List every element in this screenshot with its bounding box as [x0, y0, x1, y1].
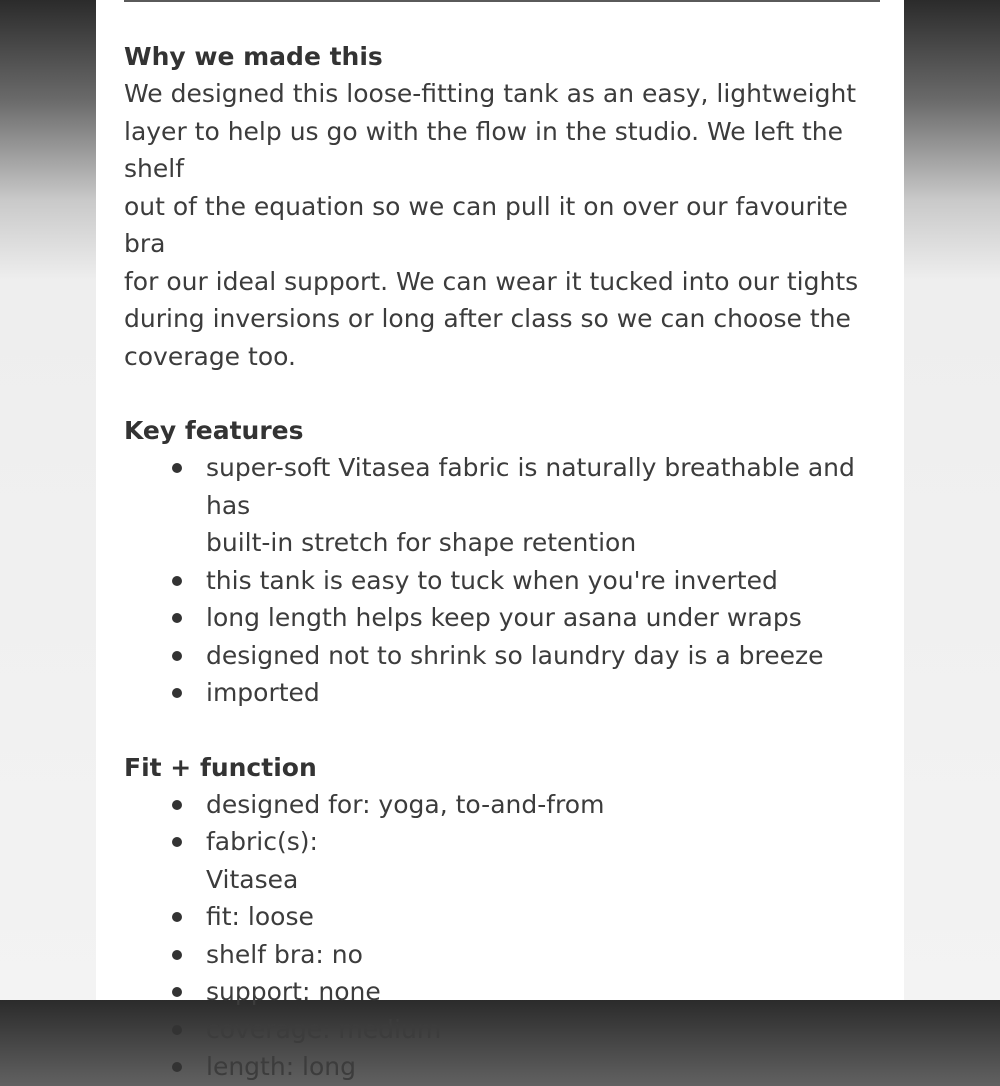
list-item	[206, 1048, 886, 1086]
bullet-icon	[172, 463, 182, 473]
bullet-icon	[172, 800, 182, 810]
right-backdrop	[904, 0, 1000, 1000]
bullet-icon	[172, 688, 182, 698]
why-heading: Why we made this	[124, 42, 383, 71]
bullet-icon	[172, 613, 182, 623]
list-item-text: fit: loose	[206, 902, 314, 931]
list-item	[206, 674, 886, 712]
list-item-text: Vitasea	[206, 864, 299, 894]
list-item	[206, 898, 886, 936]
bullet-icon	[172, 837, 182, 847]
list-item	[206, 786, 886, 824]
why-line: out of the equation so we can pull it on over our favourite bra	[124, 191, 848, 258]
why-line: coverage too.	[124, 341, 296, 371]
list-item-text: fabric(s):	[206, 827, 318, 856]
list-item-text: support: none	[206, 977, 381, 1006]
bullet-icon	[172, 987, 182, 997]
list-item	[206, 637, 886, 675]
description-content	[124, 38, 886, 1086]
bullet-icon	[172, 576, 182, 586]
features-heading: Key features	[124, 416, 304, 445]
list-item	[206, 973, 886, 1011]
why-paragraph	[124, 75, 886, 375]
bullet-icon	[172, 912, 182, 922]
list-item-text: this tank is easy to tuck when you're inverted	[206, 565, 778, 595]
list-item	[206, 449, 886, 562]
list-item	[206, 599, 886, 637]
bullet-icon	[172, 1062, 182, 1072]
bullet-icon	[172, 651, 182, 661]
list-item-text: super-soft Vitasea fabric is naturally breathable and has	[206, 453, 855, 520]
bullet-icon	[172, 950, 182, 960]
left-backdrop	[0, 0, 96, 1000]
fit-heading: Fit + function	[124, 752, 317, 782]
why-line: layer to help us go with the flow in the studio. We left the shelf	[124, 116, 844, 183]
why-line: We designed this loose-fitting tank as an easy, lightweight	[124, 79, 857, 108]
list-item	[206, 1011, 886, 1049]
list-item	[206, 562, 886, 600]
list-item-text: built-in stretch for shape retention	[206, 528, 637, 557]
why-line: during inversions or long after class so we can choose the	[124, 304, 851, 333]
list-item-text: shelf bra: no	[206, 939, 363, 969]
list-item-text: designed not to shrink so laundry day is a breeze	[206, 640, 824, 670]
list-item-text: imported	[206, 678, 320, 707]
list-item-text: length: long	[206, 1052, 357, 1081]
list-item	[206, 936, 886, 974]
fit-list	[124, 786, 886, 1086]
why-line: for our ideal support. We can wear it tucked into our tights	[124, 266, 859, 296]
top-divider	[124, 0, 880, 2]
list-item-text: long length helps keep your asana under wraps	[206, 603, 802, 632]
list-item-text: designed for: yoga, to-and-from	[206, 789, 605, 819]
features-list	[124, 449, 886, 712]
bullet-icon	[172, 1025, 182, 1035]
product-description-panel	[96, 0, 904, 1081]
list-item	[206, 823, 886, 898]
list-item-text: coverage: medium	[206, 1014, 442, 1044]
